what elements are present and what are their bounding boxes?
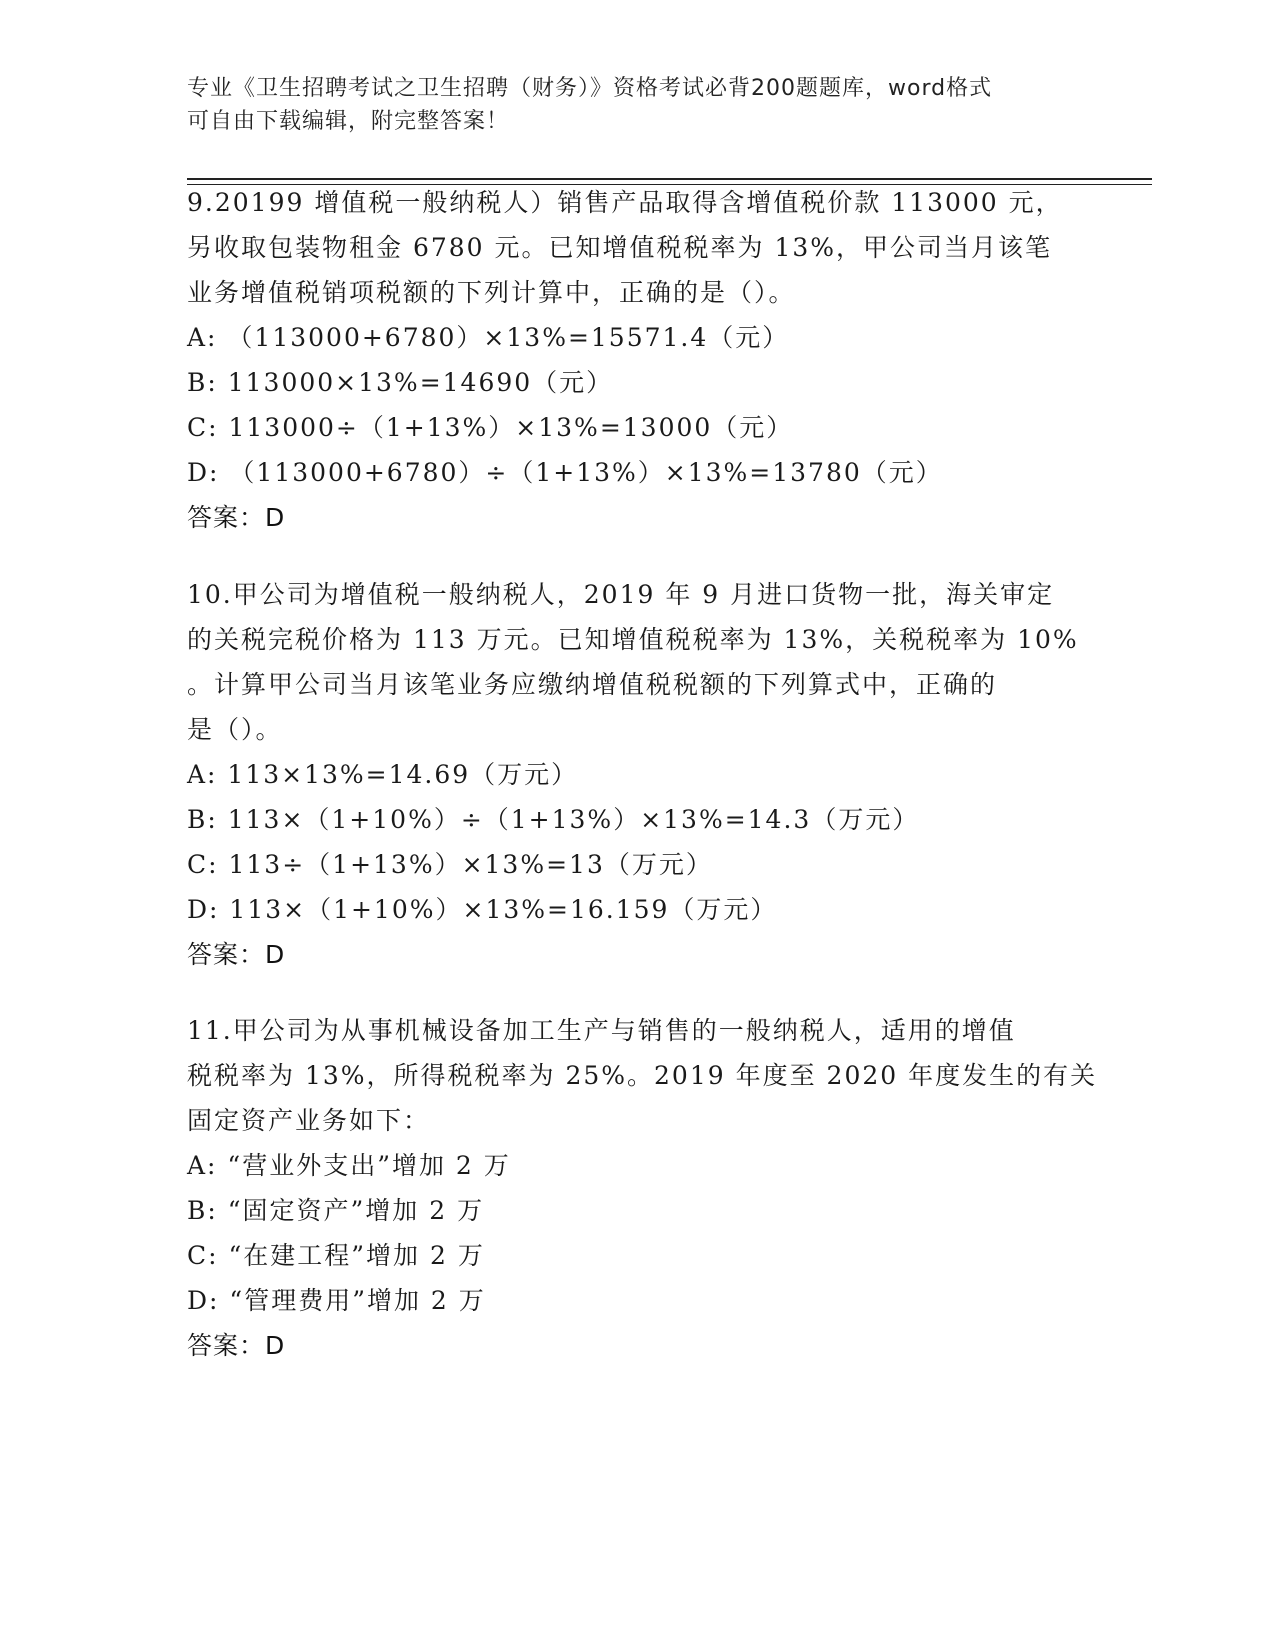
question-10 (187, 572, 1077, 977)
option-a: A: （113000+6780）×13%=15571.4（元） (187, 323, 790, 352)
question-stem-line: 另收取包装物租金 6780 元。已知增值税税率为 13%，甲公司当月该笔 (187, 233, 1053, 262)
option-a: A: 113×13%=14.69（万元） (187, 760, 579, 789)
question-stem-line: 业务增值税销项税额的下列计算中，正确的是（）。 (187, 278, 796, 307)
option-c: C: 113÷（1+13%）×13%=13（万元） (187, 850, 713, 879)
question-stem-line: 。计算甲公司当月该笔业务应缴纳增值税税额的下列算式中，正确的 (187, 670, 998, 699)
option-b: B: 113×（1+10%）÷（1+13%）×13%=14.3（万元） (187, 805, 920, 834)
answer-label: 答案：D (187, 940, 286, 969)
option-d: D: “管理费用”增加 2 万 (187, 1286, 486, 1315)
option-d: D: （113000+6780）÷（1+13%）×13%=13780（元） (187, 458, 943, 487)
option-c: C: “在建工程”增加 2 万 (187, 1241, 485, 1270)
answer-label: 答案：D (187, 1331, 286, 1360)
answer-label: 答案：D (187, 503, 286, 532)
question-stem-line: 固定资产业务如下： (187, 1106, 431, 1135)
header-line-1: 专业《卫生招聘考试之卫生招聘（财务）》资格考试必背200题题库，word格式 (187, 76, 993, 101)
option-b: B: “固定资产”增加 2 万 (187, 1196, 485, 1225)
document-header (187, 72, 1087, 138)
question-stem-line: 11.甲公司为从事机械设备加工生产与销售的一般纳税人，适用的增值 (187, 1016, 1016, 1045)
option-b: B: 113000×13%=14690（元） (187, 368, 614, 397)
option-c: C: 113000÷（1+13%）×13%=13000（元） (187, 413, 794, 442)
question-11 (187, 1008, 1098, 1368)
header-line-2: 可自由下载编辑，附完整答案！ (187, 109, 510, 134)
question-stem-line: 9.20199 增值税一般纳税人）销售产品取得含增值税价款 113000 元， (187, 188, 1063, 217)
question-stem-line: 10.甲公司为增值税一般纳税人，2019 年 9 月进口货物一批，海关审定 (187, 580, 1055, 609)
question-stem-line: 的关税完税价格为 113 万元。已知增值税税率为 13%，关税税率为 10% (187, 625, 1079, 654)
option-a: A: “营业外支出”增加 2 万 (187, 1151, 511, 1180)
option-d: D: 113×（1+10%）×13%=16.159（万元） (187, 895, 778, 924)
question-9 (187, 180, 1077, 540)
question-stem-line: 是（）。 (187, 715, 283, 744)
question-stem-line: 税税率为 13%，所得税税率为 25%。2019 年度至 2020 年度发生的有关 (187, 1061, 1098, 1090)
